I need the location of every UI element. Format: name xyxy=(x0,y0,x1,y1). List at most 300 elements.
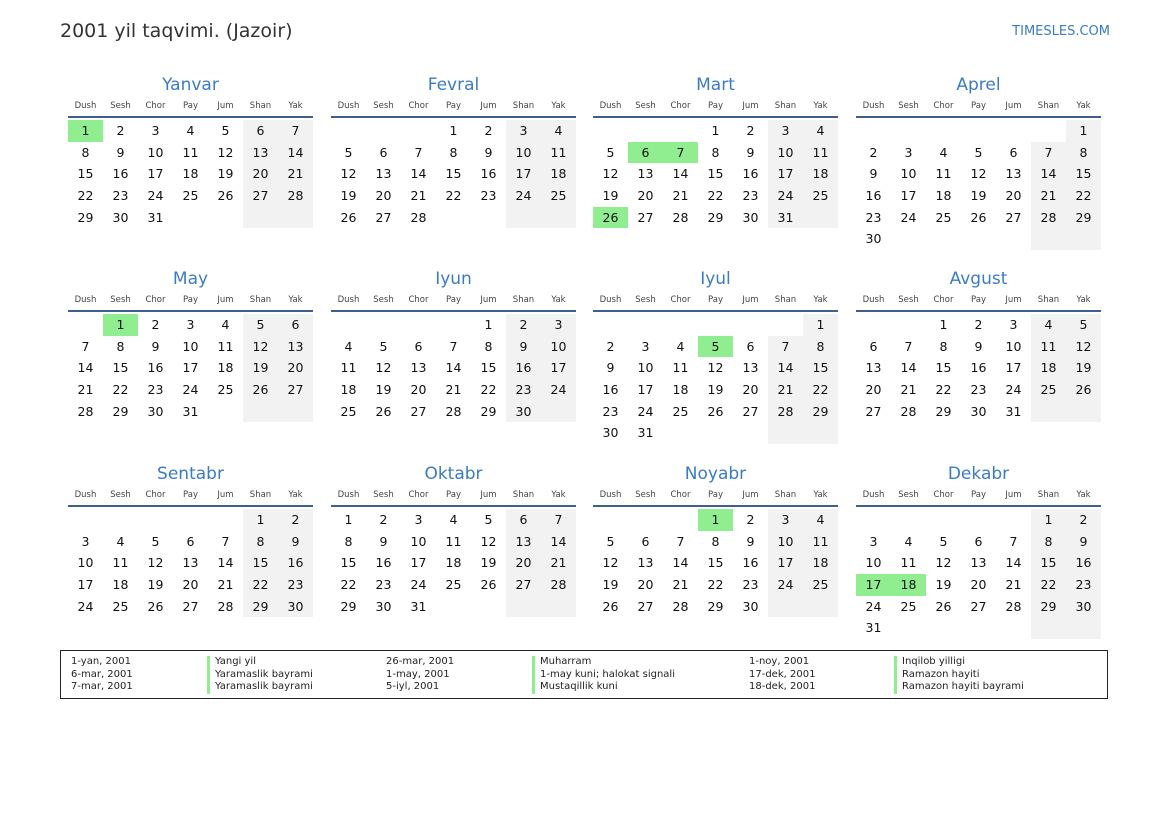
empty-cell xyxy=(401,314,436,336)
empty-cell xyxy=(541,401,576,423)
day-cell: 1 xyxy=(803,314,838,336)
day-cell: 25 xyxy=(217,382,234,398)
empty-cell xyxy=(803,207,838,229)
weekday-label: Yak xyxy=(1076,490,1091,500)
day-cell: 24 xyxy=(900,209,917,225)
day-cell: 29 xyxy=(707,598,724,614)
empty-cell xyxy=(541,596,576,618)
empty-cell xyxy=(401,120,436,142)
month-name: Iyun xyxy=(435,269,472,289)
day-cell: 28 xyxy=(900,403,917,419)
weekday-label: Pay xyxy=(183,490,198,500)
day-cell: 6 xyxy=(506,509,541,531)
day-cell: 31 xyxy=(637,425,654,441)
weekday-label: Chor xyxy=(408,295,429,305)
legend-holiday-name: Ramazon hayiti xyxy=(894,669,1024,682)
day-cell: 20 xyxy=(865,382,882,398)
weekday-header xyxy=(331,100,576,118)
day-cell: 31 xyxy=(1005,403,1022,419)
legend-date: 1-may, 2001 xyxy=(386,668,450,680)
month-aprel xyxy=(856,74,1101,250)
day-cell: 15 xyxy=(1066,163,1101,185)
day-cell: 28 xyxy=(1005,598,1022,614)
month-name: Iyul xyxy=(700,269,731,289)
day-cell: 16 xyxy=(602,382,619,398)
day-cell: 2 xyxy=(606,338,615,354)
weekday-label: Yak xyxy=(551,295,566,305)
day-cell: 4 xyxy=(221,317,230,332)
empty-cell xyxy=(891,228,926,250)
day-cell: 24 xyxy=(768,185,803,207)
day-cell: 16 xyxy=(278,552,313,574)
legend-dates-column xyxy=(386,656,454,694)
day-cell: 5 xyxy=(243,314,278,336)
day-cell: 17 xyxy=(410,555,427,571)
day-cell: 21 xyxy=(77,382,94,398)
day-cell: 6 xyxy=(641,533,650,549)
weekday-label: Pay xyxy=(708,490,723,500)
day-cell: 2 xyxy=(151,317,160,332)
day-cell: 13 xyxy=(637,555,654,571)
day-cell: 21 xyxy=(900,382,917,398)
empty-cell xyxy=(1031,617,1066,639)
weekday-label: Shan xyxy=(774,490,797,500)
day-cell: 31 xyxy=(865,620,882,636)
empty-cell xyxy=(1066,228,1101,250)
day-cell: 26 xyxy=(970,209,987,225)
day-cell: 13 xyxy=(970,555,987,571)
day-cell: 13 xyxy=(1005,166,1022,182)
day-cell: 12 xyxy=(340,166,357,182)
day-cell: 11 xyxy=(340,360,357,376)
day-cell: 12 xyxy=(480,533,497,549)
empty-cell xyxy=(803,422,838,444)
day-cell: 26 xyxy=(217,188,234,204)
day-cell: 2 xyxy=(484,123,493,138)
day-cell: 15 xyxy=(935,360,952,376)
day-cell: 29 xyxy=(77,209,94,225)
day-cell: 2 xyxy=(506,314,541,336)
day-cell: 6 xyxy=(186,533,195,549)
day-cell: 9 xyxy=(974,338,983,354)
month-name: Oktabr xyxy=(424,464,483,484)
day-cell: 3 xyxy=(1009,317,1018,332)
day-cell: 28 xyxy=(77,403,94,419)
empty-cell xyxy=(208,509,243,531)
day-cell: 14 xyxy=(217,555,234,571)
day-cell: 14 xyxy=(1005,555,1022,571)
day-cell: 24 xyxy=(182,382,199,398)
day-cell: 29 xyxy=(707,209,724,225)
empty-cell xyxy=(961,617,996,639)
day-cell: 17 xyxy=(77,577,94,593)
empty-cell xyxy=(506,596,541,618)
weekday-label: Sesh xyxy=(110,295,131,305)
day-cell: 2 xyxy=(869,144,878,160)
day-cell: 10 xyxy=(865,555,882,571)
day-cell: 9 xyxy=(484,144,493,160)
day-cell: 8 xyxy=(803,336,838,358)
day-cell: 13 xyxy=(182,555,199,571)
day-cell: 5 xyxy=(1066,314,1101,336)
day-cell: 26 xyxy=(243,379,278,401)
empty-cell xyxy=(471,596,506,618)
day-cell: 29 xyxy=(480,403,497,419)
day-cell: 6 xyxy=(1009,144,1018,160)
day-cell: 4 xyxy=(939,144,948,160)
day-cell: 22 xyxy=(445,188,462,204)
weekday-label: Jum xyxy=(1005,295,1022,305)
day-cell: 23 xyxy=(112,188,129,204)
legend-date: 1-yan, 2001 xyxy=(71,656,131,667)
day-cell: 7 xyxy=(1009,533,1018,549)
day-cell: 30 xyxy=(602,425,619,441)
day-cell: 14 xyxy=(672,166,689,182)
day-cell: 27 xyxy=(243,185,278,207)
day-cell: 29 xyxy=(112,403,129,419)
empty-cell xyxy=(698,422,733,444)
day-cell: 9 xyxy=(506,336,541,358)
day-cell: 19 xyxy=(935,577,952,593)
empty-cell xyxy=(768,422,803,444)
day-cell: 16 xyxy=(506,357,541,379)
day-cell: 3 xyxy=(414,512,423,527)
month-noyabr xyxy=(593,463,838,617)
day-cell: 19 xyxy=(602,188,619,204)
day-cell: 24 xyxy=(77,598,94,614)
holiday-legend xyxy=(60,650,1108,699)
day-cell: 6 xyxy=(379,144,388,160)
weekday-label: Yak xyxy=(288,101,303,111)
day-cell: 27 xyxy=(865,403,882,419)
day-cell: 16 xyxy=(112,166,129,182)
day-cell: 7 xyxy=(1031,142,1066,164)
day-cell: 18 xyxy=(541,163,576,185)
day-cell: 4 xyxy=(676,338,685,354)
day-cell: 16 xyxy=(1066,552,1101,574)
weekday-label: Chor xyxy=(933,101,954,111)
day-cell: 21 xyxy=(410,188,427,204)
empty-cell xyxy=(208,207,243,229)
legend-names-column xyxy=(894,656,1024,694)
day-cell: 7 xyxy=(449,338,458,354)
day-cell: 5 xyxy=(939,533,948,549)
day-cell: 28 xyxy=(1031,207,1066,229)
holiday-day-cell: 18 xyxy=(891,574,926,596)
legend-holiday-name: Ramazon hayiti bayrami xyxy=(894,681,1024,694)
day-cell: 15 xyxy=(77,166,94,182)
day-cell: 28 xyxy=(768,401,803,423)
weekday-label: Chor xyxy=(670,295,691,305)
day-cell: 11 xyxy=(541,142,576,164)
day-grid xyxy=(856,314,1101,422)
month-name: Noyabr xyxy=(684,464,747,484)
day-cell: 14 xyxy=(672,555,689,571)
empty-cell xyxy=(891,617,926,639)
day-cell: 27 xyxy=(506,574,541,596)
day-cell: 12 xyxy=(375,360,392,376)
legend-names-column xyxy=(207,656,313,694)
day-cell: 10 xyxy=(1005,338,1022,354)
day-grid xyxy=(68,314,313,422)
day-cell: 26 xyxy=(935,598,952,614)
day-cell: 6 xyxy=(746,338,755,354)
day-cell: 8 xyxy=(243,531,278,553)
empty-cell xyxy=(506,207,541,229)
day-cell: 17 xyxy=(182,360,199,376)
empty-cell xyxy=(961,228,996,250)
day-cell: 30 xyxy=(506,401,541,423)
weekday-label: Dush xyxy=(862,490,885,500)
empty-cell xyxy=(593,120,628,142)
weekday-label: Sesh xyxy=(898,101,919,111)
day-cell: 20 xyxy=(278,357,313,379)
day-cell: 23 xyxy=(865,209,882,225)
weekday-label: Dush xyxy=(74,101,97,111)
day-cell: 3 xyxy=(151,123,160,138)
day-cell: 15 xyxy=(707,555,724,571)
weekday-label: Chor xyxy=(408,490,429,500)
legend-date: 26-mar, 2001 xyxy=(386,656,455,667)
day-cell: 23 xyxy=(147,382,164,398)
weekday-label: Jum xyxy=(742,101,759,111)
day-cell: 11 xyxy=(1031,336,1066,358)
day-grid xyxy=(331,509,576,617)
weekday-label: Dush xyxy=(74,490,97,500)
day-cell: 8 xyxy=(711,144,720,160)
day-cell: 11 xyxy=(182,144,199,160)
day-cell: 22 xyxy=(935,382,952,398)
weekday-header xyxy=(68,100,313,118)
day-cell: 11 xyxy=(900,555,917,571)
day-cell: 8 xyxy=(1031,531,1066,553)
day-cell: 15 xyxy=(803,357,838,379)
empty-cell xyxy=(856,120,891,142)
weekday-label: Jum xyxy=(480,295,497,305)
empty-cell xyxy=(1031,228,1066,250)
empty-cell xyxy=(996,617,1031,639)
legend-holiday-name: Yaramaslik bayrami xyxy=(207,681,313,694)
empty-cell xyxy=(278,207,313,229)
day-cell: 25 xyxy=(182,188,199,204)
day-cell: 2 xyxy=(116,123,125,138)
day-cell: 21 xyxy=(768,379,803,401)
weekday-label: Sesh xyxy=(373,295,394,305)
day-cell: 1 xyxy=(711,123,720,138)
weekday-label: Chor xyxy=(145,101,166,111)
legend-date: 18-dek, 2001 xyxy=(749,681,816,692)
weekday-label: Pay xyxy=(971,295,986,305)
day-cell: 13 xyxy=(243,142,278,164)
day-cell: 13 xyxy=(865,360,882,376)
day-cell: 23 xyxy=(506,379,541,401)
weekday-label: Yak xyxy=(551,490,566,500)
month-yanvar xyxy=(68,74,313,228)
day-cell: 14 xyxy=(77,360,94,376)
day-cell: 30 xyxy=(742,598,759,614)
weekday-label: Shan xyxy=(249,101,272,111)
day-cell: 26 xyxy=(147,598,164,614)
day-cell: 17 xyxy=(147,166,164,182)
month-mart xyxy=(593,74,838,228)
day-cell: 27 xyxy=(970,598,987,614)
legend-date: 7-mar, 2001 xyxy=(71,681,133,692)
day-cell: 8 xyxy=(116,338,125,354)
day-cell: 27 xyxy=(182,598,199,614)
day-cell: 28 xyxy=(672,209,689,225)
weekday-label: Dush xyxy=(862,101,885,111)
empty-cell xyxy=(331,314,366,336)
day-cell: 3 xyxy=(768,120,803,142)
day-cell: 25 xyxy=(1031,379,1066,401)
day-cell: 6 xyxy=(414,338,423,354)
weekday-label: Dush xyxy=(337,490,360,500)
day-cell: 29 xyxy=(803,401,838,423)
weekday-label: Shan xyxy=(774,295,797,305)
weekday-label: Sesh xyxy=(898,295,919,305)
day-cell: 20 xyxy=(182,577,199,593)
day-cell: 13 xyxy=(278,336,313,358)
empty-cell xyxy=(891,509,926,531)
day-cell: 16 xyxy=(375,555,392,571)
day-cell: 8 xyxy=(81,144,90,160)
site-link[interactable]: TIMESLES.COM xyxy=(1012,24,1110,39)
empty-cell xyxy=(856,509,891,531)
day-cell: 10 xyxy=(768,142,803,164)
weekday-label: Jum xyxy=(480,490,497,500)
day-cell: 14 xyxy=(445,360,462,376)
day-cell: 28 xyxy=(410,209,427,225)
month-may xyxy=(68,268,313,422)
day-cell: 23 xyxy=(480,188,497,204)
weekday-label: Dush xyxy=(337,101,360,111)
empty-cell xyxy=(331,120,366,142)
weekday-label: Shan xyxy=(774,101,797,111)
day-cell: 12 xyxy=(243,336,278,358)
day-cell: 24 xyxy=(768,574,803,596)
day-cell: 9 xyxy=(746,144,755,160)
empty-cell xyxy=(891,120,926,142)
weekday-label: Yak xyxy=(813,295,828,305)
day-cell: 11 xyxy=(803,531,838,553)
day-cell: 4 xyxy=(344,338,353,354)
day-cell: 10 xyxy=(768,531,803,553)
day-cell: 2 xyxy=(278,509,313,531)
empty-cell xyxy=(436,207,471,229)
day-cell: 19 xyxy=(340,188,357,204)
weekday-label: Yak xyxy=(813,101,828,111)
day-cell: 24 xyxy=(541,379,576,401)
day-cell: 8 xyxy=(449,144,458,160)
weekday-label: Yak xyxy=(288,490,303,500)
day-cell: 10 xyxy=(182,338,199,354)
day-cell: 10 xyxy=(900,166,917,182)
holiday-day-cell: 17 xyxy=(856,574,891,596)
day-cell: 21 xyxy=(278,163,313,185)
empty-cell xyxy=(996,120,1031,142)
weekday-header xyxy=(68,489,313,507)
day-cell: 27 xyxy=(637,209,654,225)
weekday-label: Jum xyxy=(1005,490,1022,500)
day-cell: 5 xyxy=(606,533,615,549)
day-cell: 29 xyxy=(340,598,357,614)
day-grid xyxy=(68,120,313,228)
day-cell: 21 xyxy=(1005,577,1022,593)
day-cell: 6 xyxy=(869,338,878,354)
day-cell: 25 xyxy=(803,185,838,207)
day-cell: 7 xyxy=(768,336,803,358)
day-cell: 8 xyxy=(939,338,948,354)
day-cell: 8 xyxy=(1066,142,1101,164)
empty-cell xyxy=(628,509,663,531)
day-cell: 28 xyxy=(672,598,689,614)
day-cell: 24 xyxy=(147,188,164,204)
empty-cell xyxy=(663,314,698,336)
month-name: Avgust xyxy=(949,269,1008,289)
day-cell: 28 xyxy=(541,574,576,596)
weekday-label: Chor xyxy=(670,101,691,111)
day-cell: 30 xyxy=(147,403,164,419)
day-cell: 15 xyxy=(243,552,278,574)
holiday-day-cell: 6 xyxy=(628,142,663,164)
day-cell: 22 xyxy=(480,382,497,398)
day-cell: 29 xyxy=(1031,596,1066,618)
weekday-label: Chor xyxy=(145,490,166,500)
day-cell: 9 xyxy=(151,338,160,354)
day-grid xyxy=(593,314,838,444)
day-cell: 26 xyxy=(1066,379,1101,401)
day-cell: 14 xyxy=(900,360,917,376)
day-cell: 19 xyxy=(375,382,392,398)
day-cell: 11 xyxy=(935,166,952,182)
empty-cell xyxy=(68,509,103,531)
day-cell: 26 xyxy=(480,577,497,593)
month-name: May xyxy=(172,269,209,289)
day-cell: 26 xyxy=(707,403,724,419)
day-cell: 3 xyxy=(186,317,195,332)
day-cell: 22 xyxy=(77,188,94,204)
day-cell: 25 xyxy=(803,574,838,596)
day-cell: 22 xyxy=(1066,185,1101,207)
weekday-label: Pay xyxy=(183,101,198,111)
day-cell: 23 xyxy=(742,188,759,204)
holiday-day-cell: 5 xyxy=(698,336,733,358)
day-grid xyxy=(856,120,1101,250)
empty-cell xyxy=(926,228,961,250)
month-name: Yanvar xyxy=(162,75,219,95)
day-cell: 23 xyxy=(742,577,759,593)
day-cell: 20 xyxy=(637,577,654,593)
day-cell: 4 xyxy=(541,120,576,142)
weekday-label: Pay xyxy=(183,295,198,305)
month-fevral xyxy=(331,74,576,228)
day-cell: 25 xyxy=(900,598,917,614)
day-cell: 26 xyxy=(340,209,357,225)
legend-names-column xyxy=(532,656,675,694)
day-cell: 20 xyxy=(1005,188,1022,204)
day-cell: 25 xyxy=(672,403,689,419)
day-cell: 17 xyxy=(1005,360,1022,376)
day-cell: 27 xyxy=(375,209,392,225)
weekday-label: Dush xyxy=(74,295,97,305)
day-cell: 27 xyxy=(410,403,427,419)
empty-cell xyxy=(103,509,138,531)
day-cell: 19 xyxy=(602,577,619,593)
weekday-label: Yak xyxy=(1076,295,1091,305)
empty-cell xyxy=(1066,401,1101,423)
day-grid xyxy=(331,120,576,228)
month-oktabr xyxy=(331,463,576,617)
